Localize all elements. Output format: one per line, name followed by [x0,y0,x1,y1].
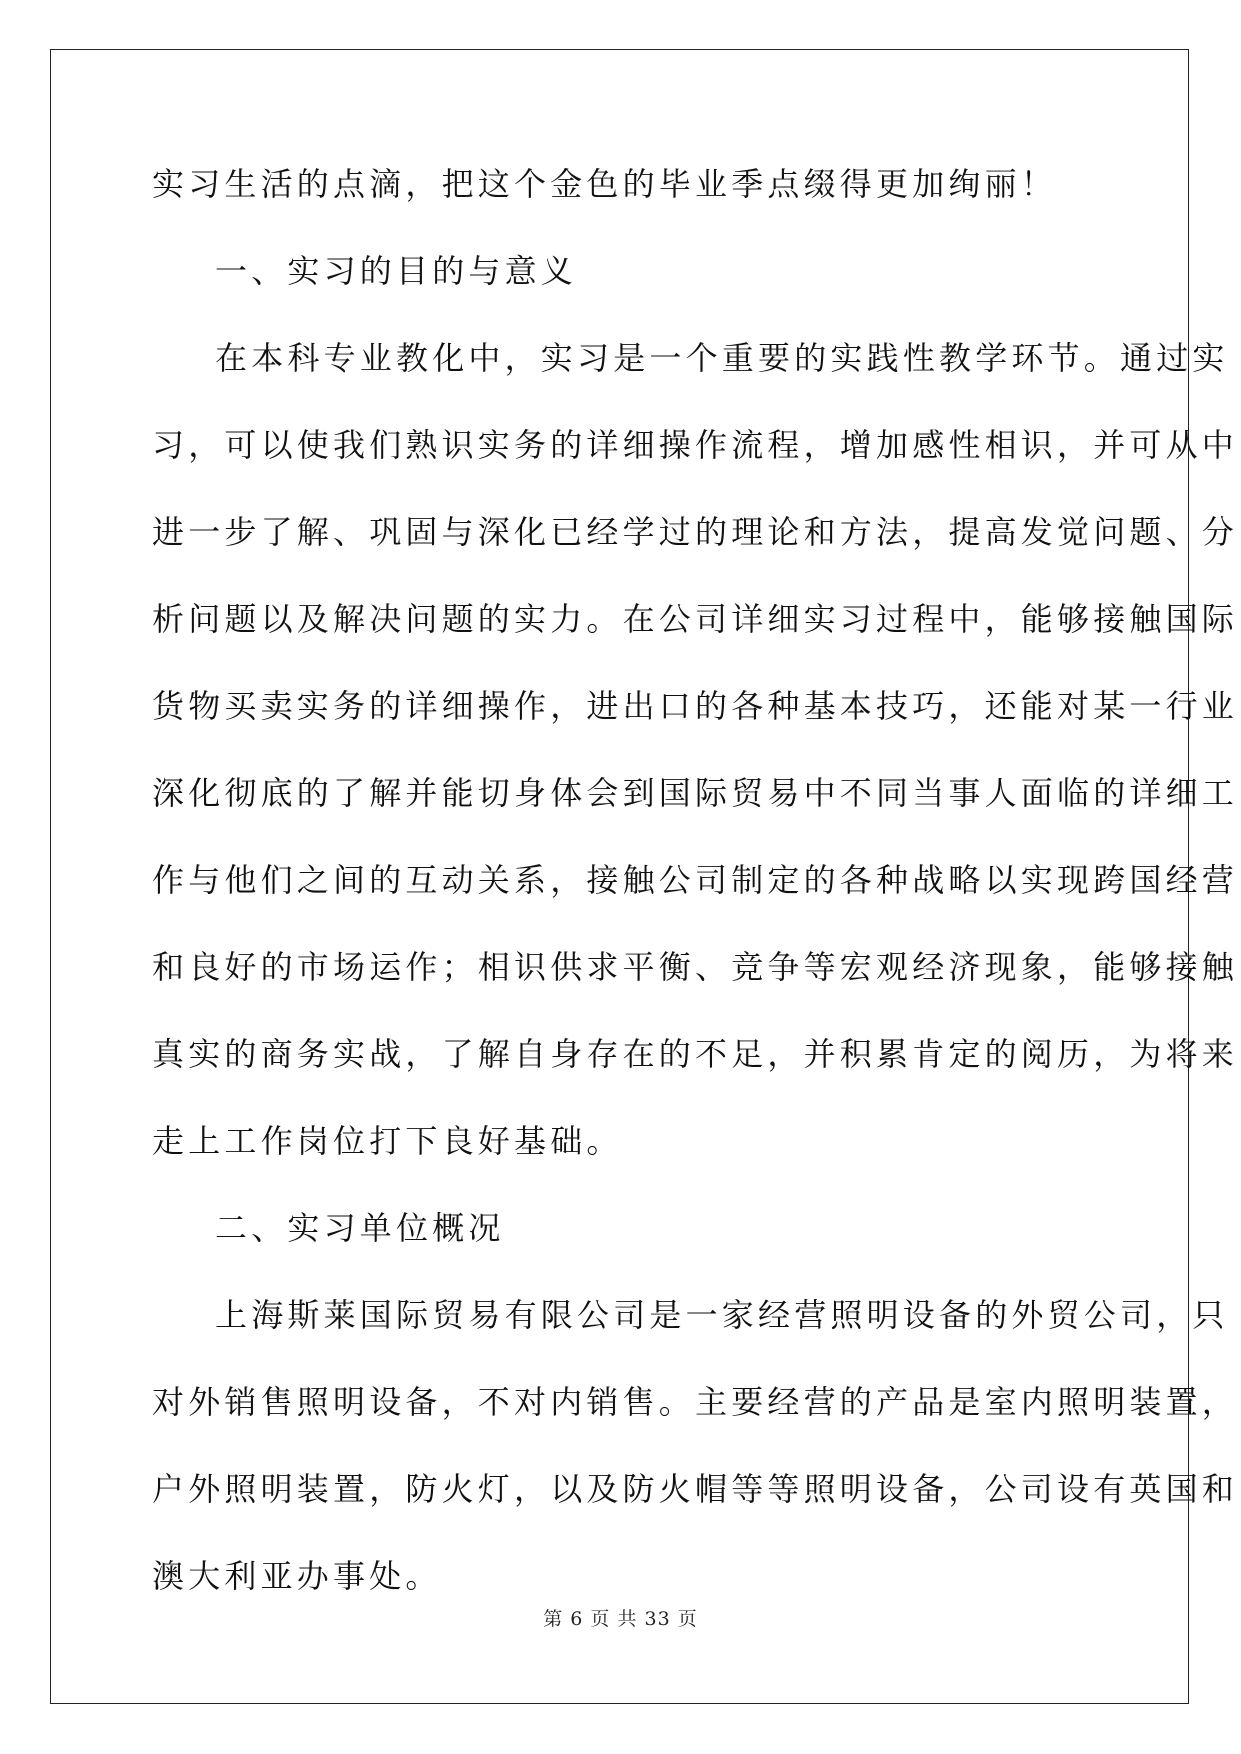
text-line: 在本科专业教化中，实习是一个重要的实践性教学环节。通过实 [215,339,1229,377]
text-line: 走上工作岗位打下良好基础。 [152,1122,623,1160]
text-line: 澳大利亚办事处。 [152,1557,442,1595]
section-heading: 二、实习单位概况 [215,1209,505,1247]
text-line: 户外照明装置，防火灯，以及防火帽等等照明设备，公司设有英国和 [152,1470,1239,1508]
text-line: 进一步了解、巩固与深化已经学过的理论和方法，提高发觉问题、分 [152,513,1239,551]
text-line: 作与他们之间的互动关系，接触公司制定的各种战略以实现跨国经营 [152,861,1239,899]
text-line: 实习生活的点滴，把这个金色的毕业季点缀得更加绚丽！ [152,165,1058,203]
text-line: 货物买卖实务的详细操作，进出口的各种基本技巧，还能对某一行业 [152,687,1239,725]
text-line: 真实的商务实战，了解自身存在的不足，并积累肯定的阅历，为将来 [152,1035,1239,1073]
text-line: 析问题以及解决问题的实力。在公司详细实习过程中，能够接触国际 [152,600,1239,638]
text-line: 深化彻底的了解并能切身体会到国际贸易中不同当事人面临的详细工 [152,774,1239,812]
document-body [152,155,1239,1634]
text-line: 上海斯莱国际贸易有限公司是一家经营照明设备的外贸公司，只 [215,1296,1229,1334]
text-line: 对外销售照明设备，不对内销售。主要经营的产品是室内照明装置， [152,1383,1239,1421]
text-line: 习，可以使我们熟识实务的详细操作流程，增加感性相识，并可从中 [152,426,1239,464]
section-heading: 一、实习的目的与意义 [215,252,578,290]
page-number-footer: 第 6 页 共 33 页 [543,1608,698,1630]
text-line: 和良好的市场运作；相识供求平衡、竞争等宏观经济现象，能够接触 [152,948,1239,986]
